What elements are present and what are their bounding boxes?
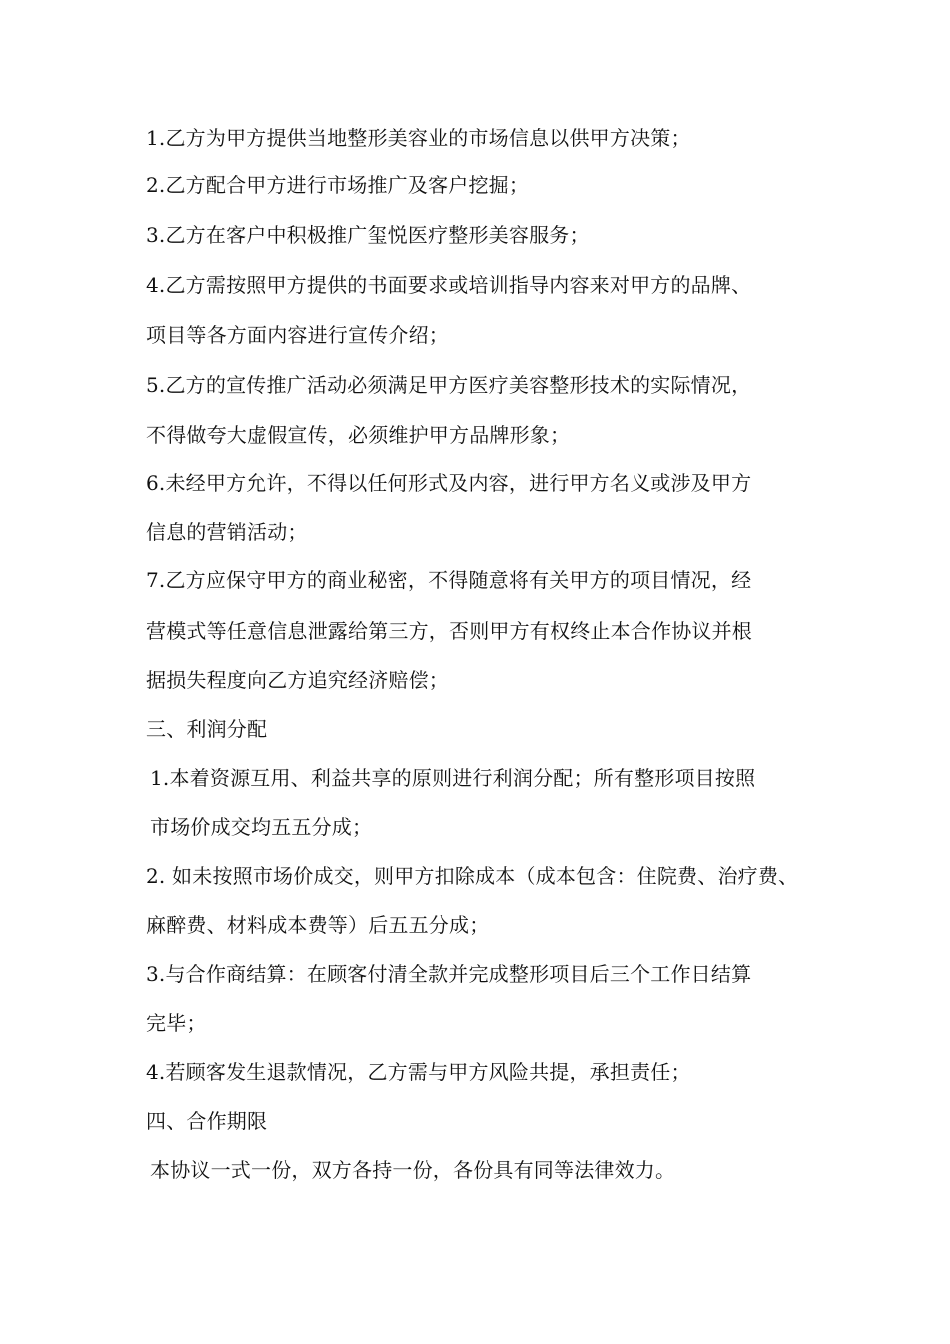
section-heading-cooperation-period: 四、合作期限 xyxy=(146,1109,268,1133)
clause-b-5-line-1: 5.乙方的宣传推广活动必须满足甲方医疗美容整形技术的实际情况， xyxy=(146,373,752,397)
clause-b-4-line-2: 项目等各方面内容进行宣传介绍； xyxy=(146,323,449,347)
clause-b-4-line-1: 4.乙方需按照甲方提供的书面要求或培训指导内容来对甲方的品牌、 xyxy=(146,273,752,297)
clause-b-7-line-3: 据损失程度向乙方追究经济赔偿； xyxy=(146,668,449,692)
clause-b-5-line-2: 不得做夸大虚假宣传，必须维护甲方品牌形象； xyxy=(146,423,571,447)
clause-c-3-line-1: 3.与合作商结算：在顾客付清全款并完成整形项目后三个工作日结算 xyxy=(146,962,752,986)
agreement-copies-statement: 本协议一式一份，双方各持一份，各份具有同等法律效力。 xyxy=(150,1158,676,1182)
clause-b-6-line-2: 信息的营销活动； xyxy=(146,520,308,544)
clause-b-3: 3.乙方在客户中积极推广玺悦医疗整形美容服务； xyxy=(146,223,590,247)
clause-b-7-line-1: 7.乙方应保守甲方的商业秘密，不得随意将有关甲方的项目情况，经 xyxy=(146,568,752,592)
clause-b-7-line-2: 营模式等任意信息泄露给第三方，否则甲方有权终止本合作协议并根 xyxy=(146,619,752,643)
clause-b-2: 2.乙方配合甲方进行市场推广及客户挖掘； xyxy=(146,173,530,197)
clause-b-1: 1.乙方为甲方提供当地整形美容业的市场信息以供甲方决策； xyxy=(146,126,691,150)
clause-b-6-line-1: 6.未经甲方允许，不得以任何形式及内容，进行甲方名义或涉及甲方 xyxy=(146,471,752,495)
clause-c-4: 4.若顾客发生退款情况，乙方需与甲方风险共提，承担责任； xyxy=(146,1060,691,1084)
clause-c-3-line-2: 完毕； xyxy=(146,1011,207,1035)
clause-c-2-line-2: 麻醉费、材料成本费等）后五五分成； xyxy=(146,913,490,937)
clause-c-1-line-2: 市场价成交均五五分成； xyxy=(150,815,373,839)
clause-c-2-line-1: 2. 如未按照市场价成交，则甲方扣除成本（成本包含：住院费、治疗费、 xyxy=(146,864,799,888)
section-heading-profit-distribution: 三、利润分配 xyxy=(146,717,268,741)
clause-c-1-line-1: 1.本着资源互用、利益共享的原则进行利润分配；所有整形项目按照 xyxy=(150,766,756,790)
